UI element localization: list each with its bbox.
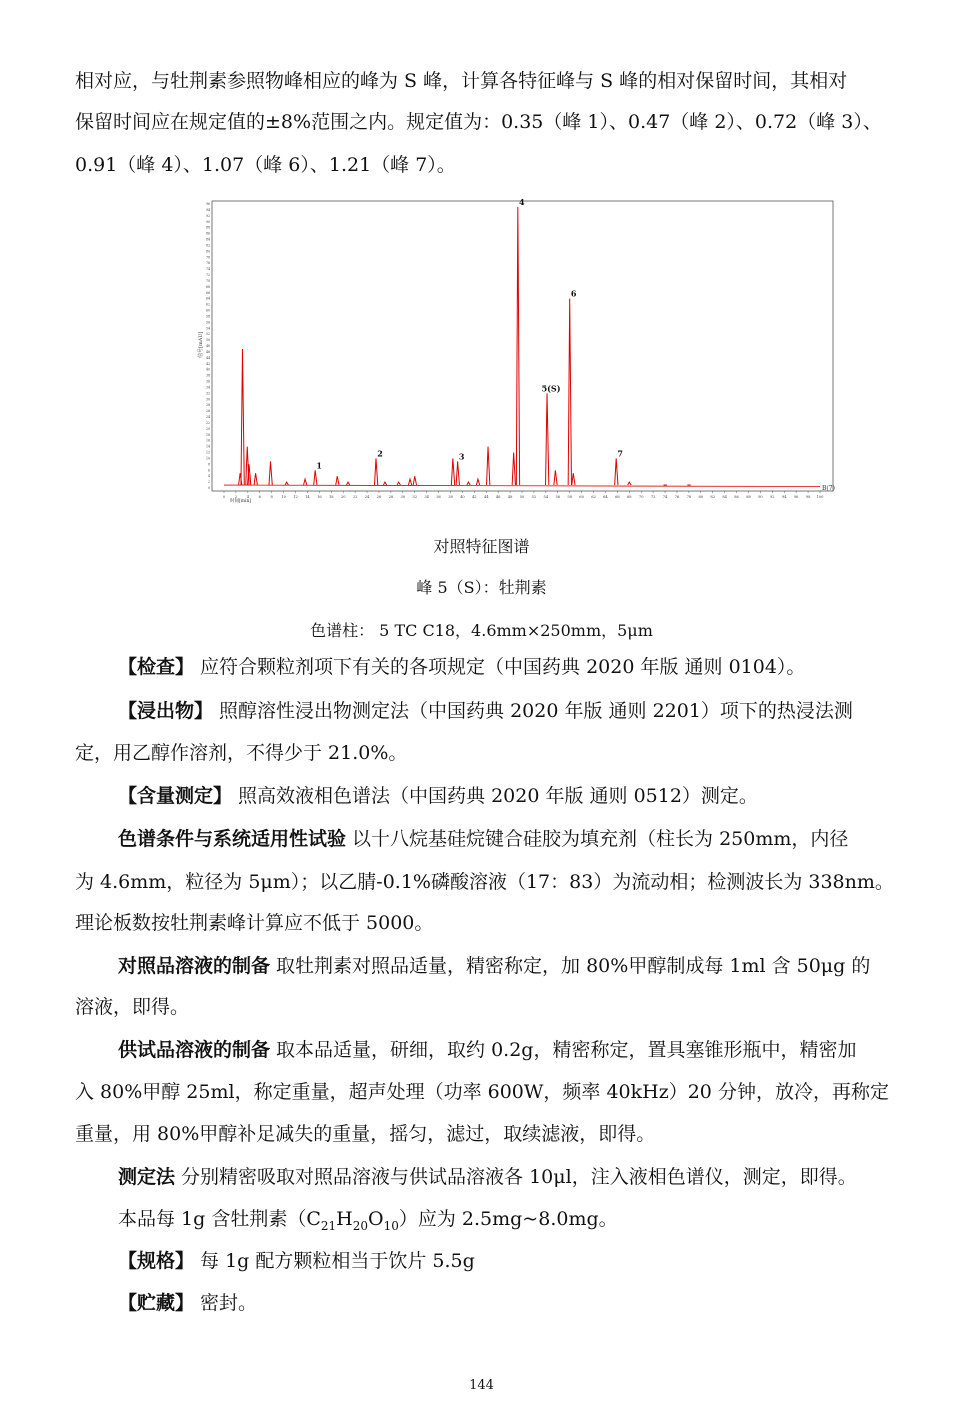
x-tick-label: 46 [495, 495, 501, 499]
x-tick-label: 76 [674, 495, 680, 499]
y-tick-label: 68 [205, 284, 210, 289]
peak [615, 458, 618, 485]
peak [476, 479, 479, 485]
x-tick-label: 54 [543, 495, 549, 499]
y-tick-label: 88 [205, 225, 210, 230]
peak [408, 479, 411, 485]
x-tick-label: 66 [615, 495, 620, 499]
axis-ticks [206, 202, 824, 499]
x-tick-label: 80 [698, 495, 704, 499]
x-tick-label: 0 [222, 495, 226, 499]
peak [546, 393, 549, 485]
section-heading: 测定法 [118, 1166, 176, 1188]
y-tick-label: 94 [205, 207, 210, 212]
x-tick-label: 4 [246, 495, 249, 499]
peak-label: 7 [617, 448, 623, 459]
x-tick-label: 68 [626, 495, 632, 499]
y-tick-label: 24 [205, 415, 210, 419]
x-tick-label: 92 [770, 495, 775, 499]
x-tick-label: 16 [317, 495, 322, 499]
section-heading: 【贮藏】 [118, 1292, 195, 1314]
y-tick-label: 80 [205, 249, 210, 254]
y-tick-label: 78 [205, 255, 210, 260]
x-tick-label: 18 [328, 495, 334, 499]
x-tick-label: 56 [555, 495, 561, 499]
figure-column-note: 色谱柱： 5 TC C18，4.6mm×250mm，5μm [310, 621, 653, 640]
y-tick-label: 10 [205, 456, 210, 461]
section-gongshi-line3: 重量，用 80%甲醇补足减失的重量，摇匀，滤过，取续滤液，即得。 [75, 1123, 656, 1145]
x-tick-label: 64 [603, 495, 608, 499]
intro-line-1: 相对应，与牡荆素参照物峰相应的峰为 S 峰，计算各特征峰与 S 峰的相对保留时间，其相对 [75, 70, 848, 92]
y-tick-label: 48 [205, 344, 210, 348]
y-tick-label: 2 [207, 480, 210, 485]
y-tick-label: 74 [205, 267, 210, 272]
y-tick-label: 96 [205, 202, 210, 206]
section-cedingfa: 测定法 分别精密吸取对照品溶液与供试品溶液各 10μl，注入液相色谱仪，测定，即得。 [118, 1166, 857, 1188]
x-tick-label: 84 [722, 495, 727, 499]
x-tick-label: 12 [293, 495, 298, 499]
y-tick-label: 46 [205, 349, 210, 354]
section-sepu-line2: 为 4.6mm，粒径为 5μm）；以乙腈-0.1%磷酸溶液（17：83）为流动相；检测波长为 338nm。 [75, 871, 894, 893]
section-heading: 【规格】 [118, 1250, 195, 1272]
plot-frame [212, 201, 833, 491]
baseline [224, 485, 820, 486]
peak [241, 349, 244, 485]
y-axis-label: 信号[mAU] [198, 331, 204, 358]
y-tick-label: 52 [205, 332, 210, 337]
peak [516, 207, 519, 485]
x-tick-label: 58 [567, 495, 572, 499]
section-gongshi-line2: 入 80%甲醇 25ml，称定重量，超声处理（功率 600W，频率 40kHz）20 分钟，放冷，再称定 [75, 1081, 889, 1103]
peak [314, 470, 317, 485]
peak [269, 461, 272, 485]
peak [487, 447, 490, 485]
peak [572, 473, 575, 485]
y-tick-label: 18 [205, 432, 210, 437]
peak [451, 458, 454, 485]
x-tick-label: 26 [376, 495, 382, 499]
x-tick-label: 94 [781, 495, 787, 499]
x-tick-label: 86 [734, 495, 739, 499]
x-tick-label: 52 [531, 495, 537, 499]
page-number: 144 [469, 1378, 494, 1393]
section-jinchuwu: 【浸出物】 照醇溶性浸出物测定法（中国药典 2020 年版 通则 2201）项下的热浸法测 [118, 700, 853, 722]
x-tick-label: 32 [412, 495, 418, 499]
x-axis-label: 时间[min] [230, 499, 252, 504]
x-tick-label: 74 [662, 495, 668, 499]
section-duizhao: 对照品溶液的制备 取牡荆素对照品适量，精密称定，加 80%甲醇制成每 1ml 含 50μg 的 [118, 955, 871, 977]
y-tick-label: 44 [205, 355, 210, 360]
y-tick-label: 22 [205, 420, 210, 425]
y-tick-label: 40 [205, 367, 210, 372]
figure-peak-note: 峰 5（S）：牡荆素 [416, 578, 547, 597]
y-tick-label: 90 [205, 219, 210, 224]
trace-label: B(7) [822, 485, 835, 492]
intro-line-3: 0.91（峰 4）、1.07（峰 6）、1.21（峰 7）。 [75, 154, 456, 176]
intro-line-2: 保留时间应在规定值的±8%范围之内。规定值为：0.35（峰 1）、0.47（峰 2）、0.72（峰 3）、 [75, 111, 882, 133]
y-tick-label: 64 [205, 296, 210, 301]
x-tick-label: 82 [710, 495, 716, 499]
x-tick-label: 38 [448, 495, 453, 499]
x-tick-label: 50 [519, 495, 525, 499]
section-heading: 【检查】 [118, 656, 195, 678]
x-tick-label: 2 [234, 495, 238, 499]
x-tick-label: 24 [364, 495, 370, 499]
x-tick-label: 96 [793, 495, 799, 499]
section-zhucang: 【贮藏】 密封。 [118, 1292, 258, 1314]
y-tick-label: 20 [205, 426, 210, 431]
x-tick-label: 14 [305, 495, 310, 499]
x-tick-label: 78 [686, 495, 692, 499]
peak [413, 476, 416, 485]
section-heading: 供试品溶液的制备 [118, 1039, 271, 1061]
peak [467, 482, 470, 485]
peak [554, 470, 557, 485]
peak-label: 6 [570, 288, 577, 299]
y-tick-label: 86 [205, 231, 210, 236]
x-tick-label: 90 [758, 495, 763, 499]
peak-label: 2 [377, 448, 383, 459]
y-tick-label: 72 [205, 273, 210, 277]
peak [456, 461, 459, 485]
peak [568, 299, 571, 485]
x-tick-label: 100 [816, 495, 824, 499]
y-tick-label: 14 [205, 444, 210, 449]
y-tick-label: 58 [205, 314, 210, 319]
y-tick-label: 62 [205, 302, 210, 307]
section-duizhao-line2: 溶液，即得。 [75, 996, 190, 1018]
section-heading: 【含量测定】 [118, 785, 233, 807]
y-tick-label: 32 [205, 391, 210, 396]
x-tick-label: 40 [460, 495, 465, 499]
y-tick-label: 38 [205, 373, 210, 378]
y-tick-label: 34 [205, 385, 210, 390]
section-jiancha: 【检查】 应符合颗粒剂项下有关的各项规定（中国药典 2020 年版 通则 0104）。 [118, 656, 806, 678]
y-tick-label: 8 [207, 462, 210, 467]
section-jinchuwu-line2: 定，用乙醇作溶剂，不得少于 21.0%。 [75, 742, 408, 764]
x-tick-label: 72 [650, 495, 656, 499]
x-tick-label: 98 [805, 495, 811, 499]
y-tick-label: 4 [207, 474, 210, 479]
x-tick-label: 34 [424, 495, 429, 499]
y-tick-label: 84 [205, 237, 210, 242]
y-tick-label: 54 [205, 326, 210, 331]
peak-label: 5(S) [541, 383, 561, 394]
chromatogram-trace [224, 207, 820, 487]
x-tick-label: 36 [436, 495, 441, 499]
peak [346, 482, 349, 485]
x-tick-label: 48 [507, 495, 513, 499]
peak [397, 482, 400, 485]
y-tick-label: 56 [205, 320, 210, 325]
y-tick-label: 30 [205, 397, 210, 402]
x-tick-label: 60 [579, 495, 584, 499]
y-tick-label: 26 [205, 409, 210, 414]
y-tick-label: 28 [205, 403, 210, 408]
y-tick-label: 60 [205, 308, 210, 313]
x-tick-label: 30 [400, 495, 406, 499]
content-limit: 本品每 1g 含牡荆素$(C_{21}H_{20}O_{10})$应为 2.5mg~8.0mg。 [118, 1208, 618, 1233]
y-tick-label: 66 [205, 290, 210, 295]
peak [512, 453, 515, 486]
x-tick-label: 22 [352, 495, 358, 499]
peak [336, 476, 339, 485]
x-tick-label: 70 [638, 495, 644, 499]
y-tick-label: 12 [205, 450, 210, 455]
section-heading: 对照品溶液的制备 [118, 955, 271, 977]
y-tick-label: 92 [205, 213, 210, 218]
section-sepu-line3: 理论板数按牡荆素峰计算应不低于 5000。 [75, 912, 434, 934]
y-tick-label: 6 [207, 468, 210, 473]
peak [304, 479, 307, 485]
y-tick-label: 70 [205, 278, 210, 283]
x-tick-label: 28 [388, 495, 394, 499]
y-tick-label: 50 [205, 338, 210, 343]
peak [374, 458, 377, 485]
y-tick-label: 36 [205, 379, 210, 384]
x-tick-label: 10 [281, 495, 286, 499]
peak [628, 482, 631, 485]
peak [285, 482, 288, 485]
section-guige: 【规格】 每 1g 配方颗粒相当于饮片 5.5g [118, 1250, 475, 1272]
peak-labels [316, 197, 623, 470]
peak [383, 482, 386, 485]
x-tick-label: 20 [340, 495, 346, 499]
figure-title: 对照特征图谱 [433, 537, 530, 556]
x-tick-label: 44 [483, 495, 489, 499]
section-hanliang: 【含量测定】 照高效液相色谱法（中国药典 2020 年版 通则 0512）测定。 [118, 785, 758, 807]
peak-label: 1 [316, 460, 322, 471]
y-tick-label: 16 [205, 438, 210, 443]
x-tick-label: 62 [591, 495, 596, 499]
x-tick-label: 8 [270, 495, 273, 499]
x-tick-label: 42 [472, 495, 477, 499]
x-tick-label: 6 [258, 495, 261, 499]
y-tick-label: 0 [207, 486, 210, 490]
x-tick-label: 88 [746, 495, 751, 499]
y-tick-label: 76 [205, 261, 210, 266]
peak-label: 4 [519, 196, 525, 207]
chromatogram-chart [200, 198, 835, 508]
y-tick-label: 82 [205, 243, 210, 248]
section-heading: 色谱条件与系统适用性试验 [118, 828, 347, 850]
section-heading: 【浸出物】 [118, 700, 214, 722]
y-tick-label: 42 [205, 361, 210, 366]
section-sepu: 色谱条件与系统适用性试验 以十八烷基硅烷键合硅胶为填充剂（柱长为 250mm，内径 [118, 828, 849, 850]
peak-label: 3 [458, 451, 465, 462]
section-gongshi: 供试品溶液的制备 取本品适量，研细，取约 0.2g，精密称定，置具塞锥形瓶中，精密加 [118, 1039, 857, 1061]
peak [254, 473, 257, 485]
